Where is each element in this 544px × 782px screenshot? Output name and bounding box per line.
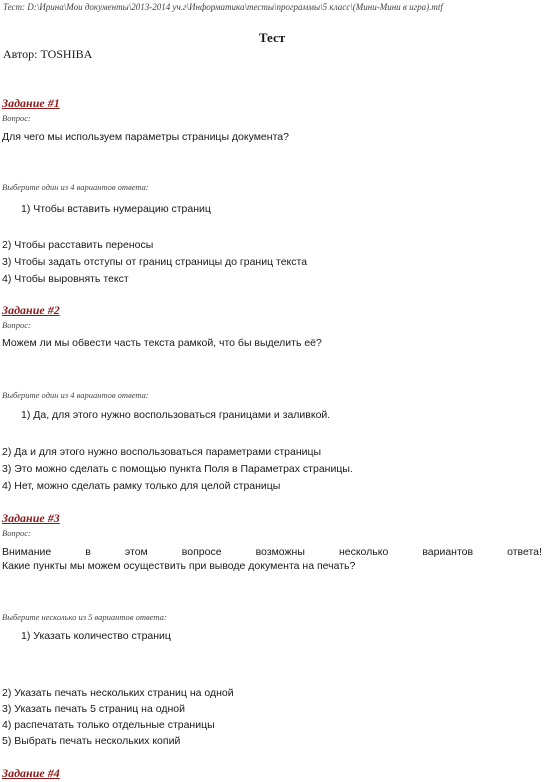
author-line: Автор: TOSHIBA [3,47,93,61]
header-file-path: Тест: D:\Ирина\Мои документы\2013-2014 уч.г\Информатика\тесты\программы\5 класс\(Мини-Мини в игра).mtf [3,2,443,12]
task-2-option-2: 2) Да и для этого нужно воспользоваться параметрами страницы [2,446,322,458]
task-3-option-2: 2) Указать печать нескольких страниц на одной [2,687,234,699]
task-2-question-label: Вопрос: [2,320,31,330]
task-3-instruction: Выберите несколько из 5 вариантов ответа: [2,612,167,622]
task-3-q-word: вопросе [181,546,222,558]
task-1-instruction: Выберите один из 4 вариантов ответа: [2,182,149,192]
task-3-q-word: этом [124,546,148,558]
task-3-q-word: в [85,546,91,558]
task-2-instruction: Выберите один из 4 вариантов ответа: [2,390,149,400]
task-3-heading: Задание #3 [2,511,60,525]
task-3-option-4: 4) распечатать только отдельные страницы [2,719,215,731]
page-title: Тест [258,30,286,45]
task-3-q-word: несколько [338,546,389,558]
task-3-option-3: 3) Указать печать 5 страниц на одной [2,703,185,715]
task-1-question: Для чего мы используем параметры страницы документа? [2,131,289,143]
task-3-q-word: Внимание [2,546,52,558]
task-3-question-line-1 [2,546,542,558]
task-1-heading: Задание #1 [2,96,60,110]
task-3-question-line-2: Какие пункты мы можем осуществить при выводе документа на печать? [2,560,356,572]
task-1-option-3: 3) Чтобы задать отступы от границ страницы до границ текста [2,256,308,268]
task-1-option-1: 1) Чтобы вставить нумерацию страниц [21,203,211,215]
task-2-question: Можем ли мы обвести часть текста рамкой, что бы выделить её? [2,337,322,349]
task-3-question-label: Вопрос: [2,528,31,538]
task-1-option-4: 4) Чтобы выровнять текст [2,273,129,285]
task-4-heading: Задание #4 [2,766,60,780]
task-2-heading: Задание #2 [2,303,60,317]
task-3-option-1: 1) Указать количество страниц [21,630,171,642]
task-2-option-1: 1) Да, для этого нужно воспользоваться границами и заливкой. [21,409,331,421]
task-3-option-5: 5) Выбрать печать нескольких копий [2,735,181,747]
task-3-q-word: возможны [255,546,305,558]
task-2-option-4: 4) Нет, можно сделать рамку только для целой страницы [2,480,281,492]
task-3-q-word: ответа! [507,546,542,558]
task-1-question-label: Вопрос: [2,113,31,123]
task-2-option-3: 3) Это можно сделать с помощью пункта Поля в Параметрах страницы. [2,463,353,475]
task-3-q-word: вариантов [422,546,474,558]
task-1-option-2: 2) Чтобы расставить переносы [2,239,154,251]
